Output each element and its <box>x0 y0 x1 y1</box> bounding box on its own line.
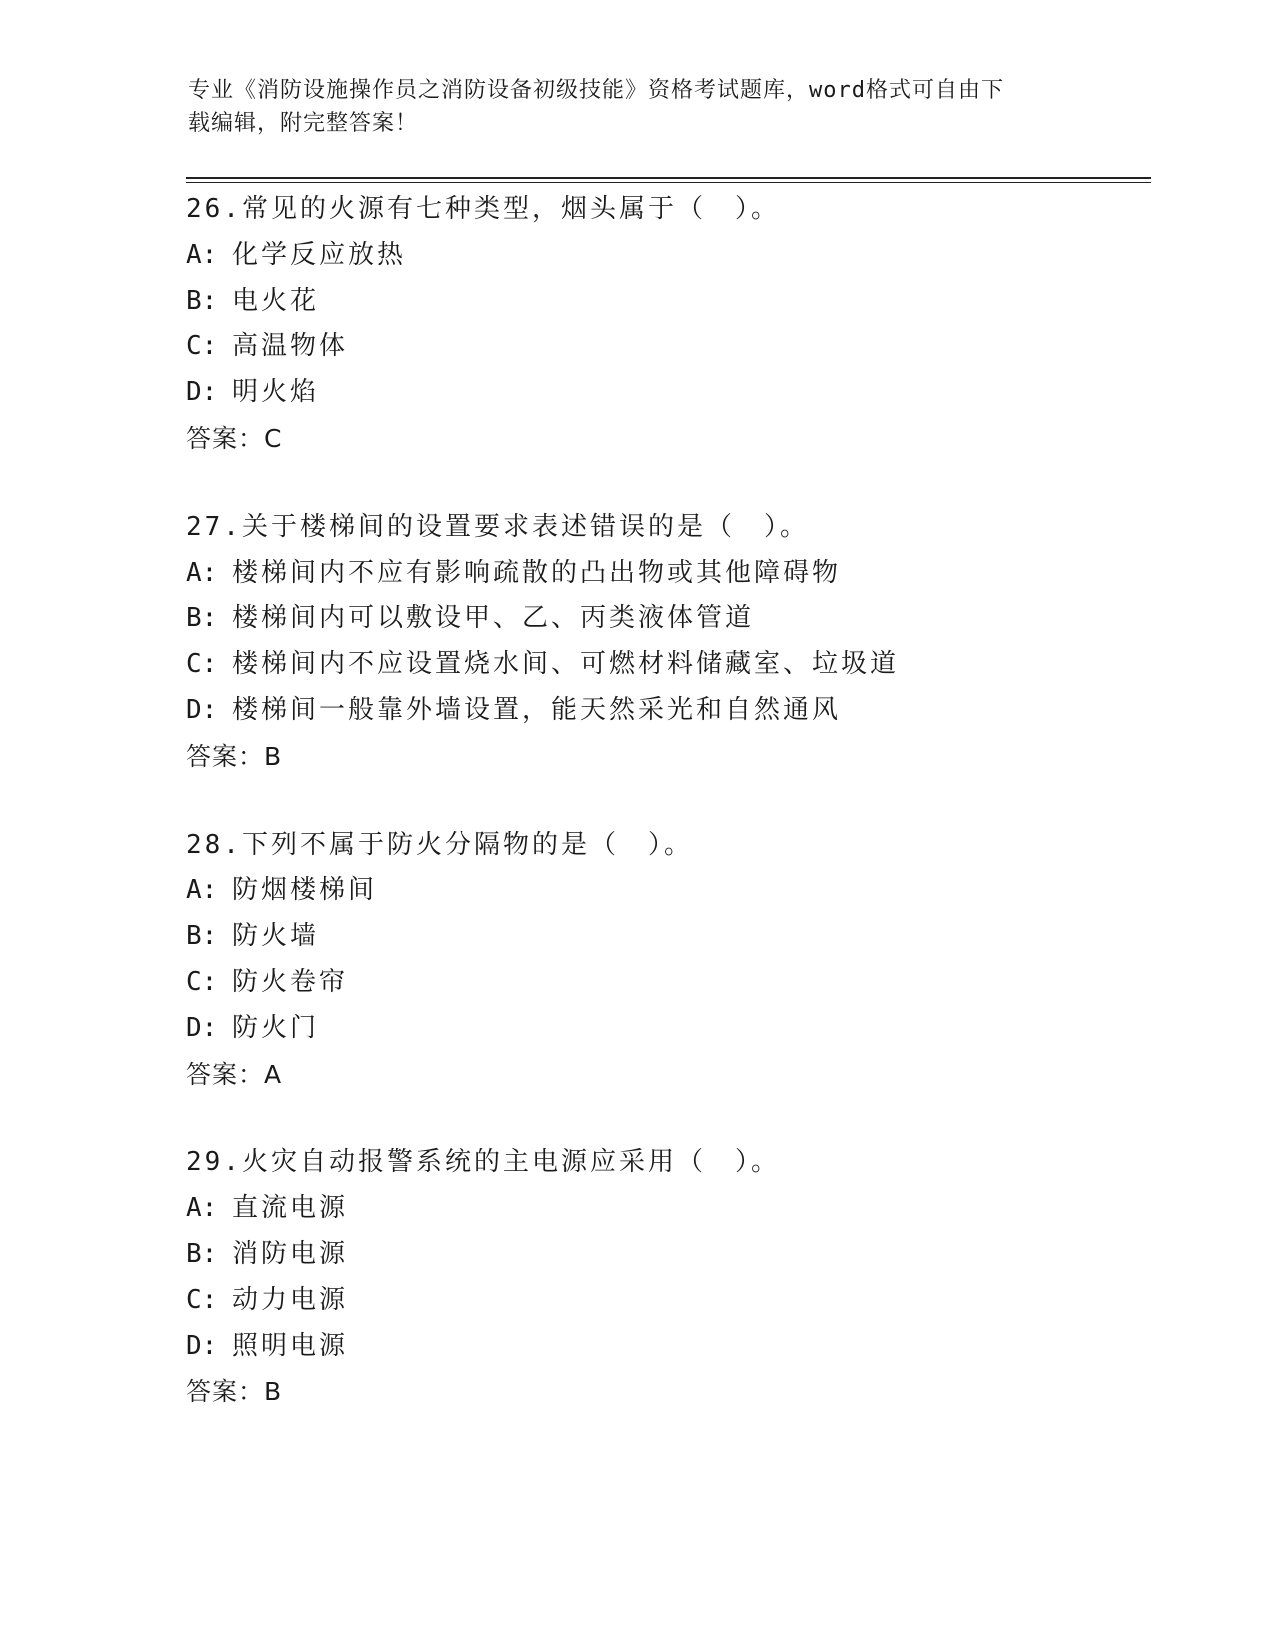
option-a <box>186 868 1146 914</box>
question-item <box>186 187 1146 462</box>
option-text: 楼梯间内不应设置烧水间、可燃材料储藏室、垃圾道 <box>232 649 900 680</box>
option-text: 化学反应放热 <box>232 239 407 270</box>
option-letter: C: <box>186 1284 218 1315</box>
question-stem: 27.关于楼梯间的设置要求表述错误的是（ ）。 <box>186 511 809 542</box>
option-letter: A: <box>186 557 218 588</box>
option-text: 直流电源 <box>232 1193 349 1224</box>
header-line-2: 载编辑，附完整答案！ <box>188 111 419 136</box>
answer-line: 答案：C <box>186 423 283 453</box>
option-c <box>186 960 1146 1006</box>
option-text: 照明电源 <box>232 1330 349 1361</box>
option-letter: B: <box>186 921 218 952</box>
answer-line: 答案：A <box>186 1059 283 1089</box>
header-line-1: 专业《消防设施操作员之消防设备初级技能》资格考试题库，word格式可自由下 <box>188 78 1004 103</box>
option-d <box>186 1324 1146 1370</box>
option-text: 防火卷帘 <box>232 966 349 997</box>
option-a <box>186 233 1146 279</box>
question-stem: 29.火灾自动报警系统的主电源应采用（ ）。 <box>186 1147 780 1178</box>
option-letter: A: <box>186 875 218 906</box>
option-letter: A: <box>186 239 218 270</box>
option-letter: A: <box>186 1193 218 1224</box>
option-text: 防火墙 <box>232 921 320 952</box>
option-letter: B: <box>186 603 218 634</box>
question-stem: 26.常见的火源有七种类型，烟头属于（ ）。 <box>186 194 780 224</box>
option-letter: C: <box>186 331 218 362</box>
option-b <box>186 914 1146 960</box>
option-letter: D: <box>186 1330 218 1361</box>
option-d <box>186 1006 1146 1052</box>
header-divider-thin <box>186 182 1151 183</box>
option-c <box>186 1278 1146 1324</box>
answer-line: 答案：B <box>186 1377 283 1407</box>
option-a <box>186 551 1146 597</box>
option-b <box>186 1232 1146 1278</box>
option-a <box>186 1186 1146 1232</box>
option-text: 楼梯间内可以敷设甲、乙、丙类液体管道 <box>232 603 755 634</box>
option-letter: D: <box>186 694 218 725</box>
option-text: 动力电源 <box>232 1284 349 1315</box>
question-stem: 28.下列不属于防火分隔物的是（ ）。 <box>186 829 693 860</box>
option-text: 楼梯间一般靠外墙设置，能天然采光和自然通风 <box>232 694 842 725</box>
option-d <box>186 688 1146 734</box>
option-text: 高温物体 <box>232 331 349 362</box>
option-text: 楼梯间内不应有影响疏散的凸出物或其他障碍物 <box>232 557 842 588</box>
header-divider-thick <box>186 177 1151 179</box>
question-item <box>186 823 1146 1098</box>
option-text: 防火门 <box>232 1012 320 1043</box>
option-letter: B: <box>186 285 218 316</box>
question-list <box>186 187 1146 1458</box>
option-c <box>186 324 1146 370</box>
option-letter: B: <box>186 1238 218 1269</box>
option-text: 消防电源 <box>232 1238 349 1269</box>
option-b <box>186 279 1146 325</box>
option-letter: D: <box>186 1012 218 1043</box>
option-c <box>186 642 1146 688</box>
option-letter: C: <box>186 649 218 680</box>
option-d <box>186 370 1146 416</box>
option-text: 防烟楼梯间 <box>232 875 378 906</box>
question-item <box>186 1140 1146 1415</box>
option-text: 明火焰 <box>232 377 320 408</box>
option-b <box>186 596 1146 642</box>
option-letter: C: <box>186 966 218 997</box>
document-header <box>188 74 1088 140</box>
answer-line: 答案：B <box>186 741 283 771</box>
option-text: 电火花 <box>232 285 320 316</box>
question-item <box>186 505 1146 780</box>
option-letter: D: <box>186 377 218 408</box>
